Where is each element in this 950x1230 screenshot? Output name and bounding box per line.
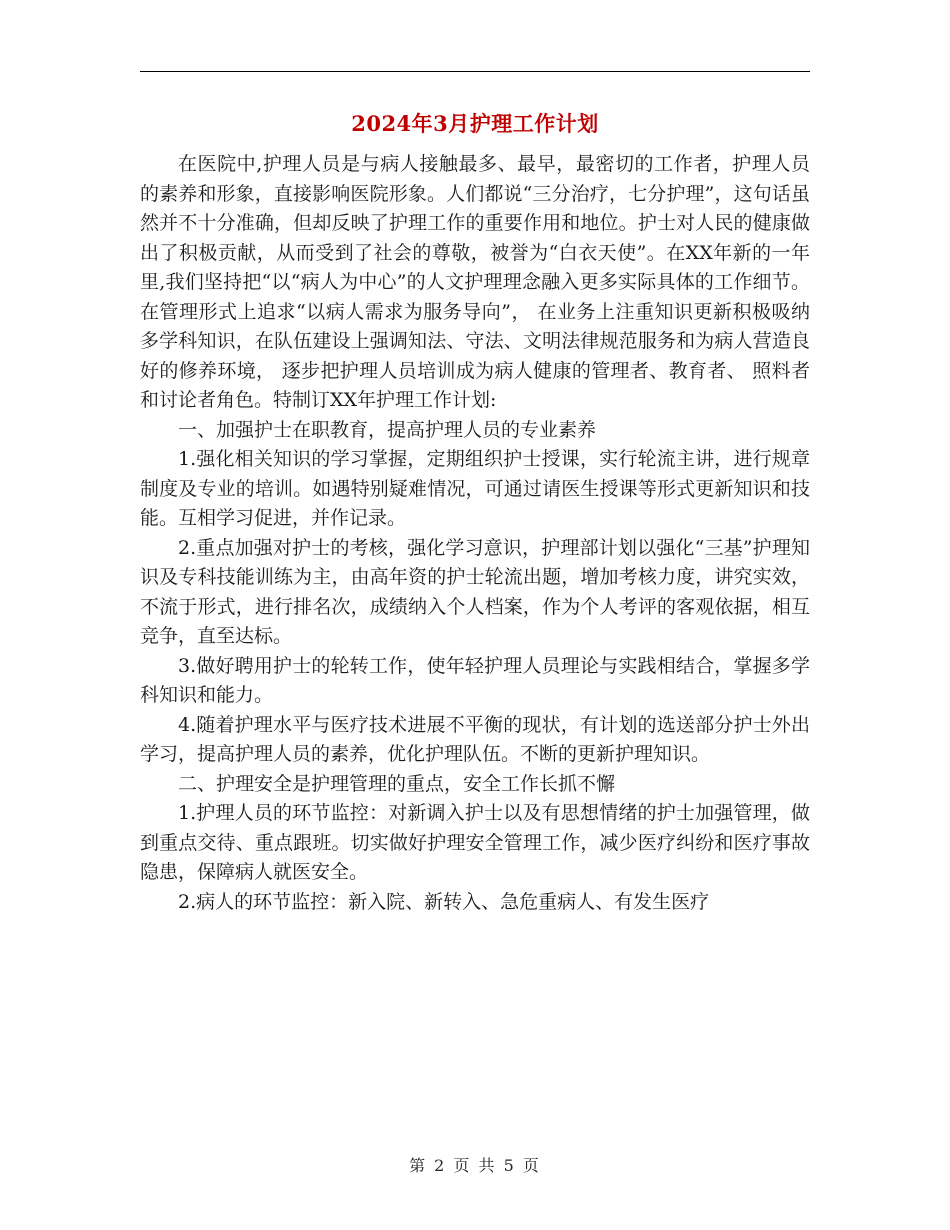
document-body	[140, 150, 810, 917]
list-item: 2.重点加强对护士的考核，强化学习意识，护理部计划以强化“三基”护理知识及专科技能训练为主，由高年资的护士轮流出题，增加考核力度，讲究实效，不流于形式，进行排名次，成绩纳入个人档案，作为个人考评的客观依据，相互竞争，直至达标。	[140, 536, 810, 647]
list-item: 1.护理人员的环节监控：对新调入护士以及有思想情绪的护士加强管理，做到重点交待、重点跟班。切实做好护理安全管理工作，减少医疗纠纷和医疗事故隐患，保障病人就医安全。	[140, 802, 810, 883]
list-item: 4.随着护理水平与医疗技术进展不平衡的现状，有计划的选送部分护士外出学习，提高护理人员的素养，优化护理队伍。不断的更新护理知识。	[140, 713, 810, 765]
document-title: 2024年3月护理工作计划	[351, 111, 599, 136]
section-heading-2: 二、护理安全是护理管理的重点，安全工作长抓不懈	[178, 772, 616, 795]
header-rule	[140, 71, 810, 72]
section-heading-1: 一、加强护士在职教育，提高护理人员的专业素养	[178, 418, 597, 441]
list-item: 1.强化相关知识的学习掌握，定期组织护士授课，实行轮流主讲，进行规章制度及专业的培训。如遇特别疑难情况，可通过请医生授课等形式更新知识和技能。互相学习促进，并作记录。	[140, 448, 810, 529]
intro-paragraph: 在医院中,护理人员是与病人接触最多、最早，最密切的工作者，护理人员的素养和形象，直接影响医院形象。人们都说“三分治疗，七分护理”，这句话虽然并不十分准确，但却反映了护理工作的重要作用和地位。护士对人民的健康做出了积极贡献，从而受到了社会的尊敬，被誉为“白衣天使”。在XX年新的一年里,我们坚持把“以“病人为中心”的人文护理理念融入更多实际具体的工作细节。在管理形式上追求“以病人需求为服务导向”， 在业务上注重知识更新积极吸纳多学科知识，在队伍建设上强调知法、守法、文明法律规范服务和为病人营造良好的修养环境， 逐步把护理人员培训成为病人健康的管理者、教育者、 照料者和讨论者角色。特制订XX年护理工作计划:	[140, 153, 810, 411]
page-number: 第 2 页 共 5 页	[409, 1156, 541, 1175]
list-item: 3.做好聘用护士的轮转工作，使年轻护理人员理论与实践相结合，掌握多学科知识和能力。	[140, 654, 810, 706]
list-item: 2.病人的环节监控：新入院、新转入、急危重病人、有发生医疗	[178, 890, 710, 913]
